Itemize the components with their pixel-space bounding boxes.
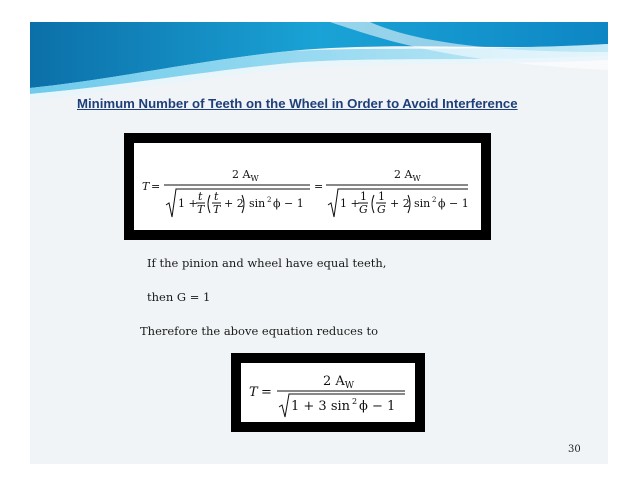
svg-text:2: 2 <box>267 196 272 204</box>
svg-text:T: T <box>213 203 221 216</box>
page-number: 30 <box>568 444 581 455</box>
slide <box>30 22 608 464</box>
svg-text:T: T <box>142 180 150 193</box>
svg-text:2 AW: 2 $A_W$ <box>394 168 421 183</box>
header-wave-graphic <box>30 22 608 102</box>
svg-text:=: = <box>261 385 272 400</box>
svg-text:1: 1 <box>360 190 367 203</box>
svg-text:sin: sin <box>249 197 266 210</box>
svg-text:=: = <box>314 180 324 193</box>
svg-text:ϕ − 1: ϕ − 1 <box>359 399 396 414</box>
svg-text:G: G <box>377 203 386 216</box>
svg-text:t: t <box>198 190 203 203</box>
slide-title: Minimum Number of Teeth on the Wheel in Order to Avoid Interference <box>77 96 518 111</box>
svg-text:T: T <box>197 203 205 216</box>
svg-text:2: 2 <box>352 397 358 406</box>
svg-text:1 +: 1 + <box>178 197 198 210</box>
formula-box-general <box>124 133 491 240</box>
svg-text:2 AW: 2 $A_W$ <box>323 374 355 391</box>
svg-text:T: T <box>249 385 258 400</box>
svg-text:G: G <box>359 203 368 216</box>
text-therefore: Therefore the above equation reduces to <box>140 324 379 338</box>
svg-text:1 +: 1 + <box>340 197 360 210</box>
text-equal-teeth: If the pinion and wheel have equal teeth, <box>147 256 387 270</box>
text-then-g: then G = 1 <box>147 290 211 304</box>
svg-text:ϕ − 1: ϕ − 1 <box>438 197 469 210</box>
svg-text:sin: sin <box>414 197 431 210</box>
svg-text:=: = <box>151 180 161 193</box>
svg-text:2 AW: 2 $A_W$ <box>232 168 259 183</box>
svg-text:+ 2: + 2 <box>224 197 244 210</box>
svg-text:1 + 3 sin: 1 + 3 sin <box>291 399 351 414</box>
formula1-num: 2 A <box>232 168 251 181</box>
svg-text:1: 1 <box>378 190 385 203</box>
svg-text:ϕ − 1: ϕ − 1 <box>273 197 304 210</box>
svg-text:2: 2 <box>432 196 437 204</box>
svg-text:t: t <box>214 190 219 203</box>
formula-general-graphic <box>134 143 481 230</box>
svg-text:+ 2: + 2 <box>390 197 410 210</box>
formula-box-reduced <box>231 353 425 432</box>
formula-reduced-graphic <box>241 363 415 422</box>
